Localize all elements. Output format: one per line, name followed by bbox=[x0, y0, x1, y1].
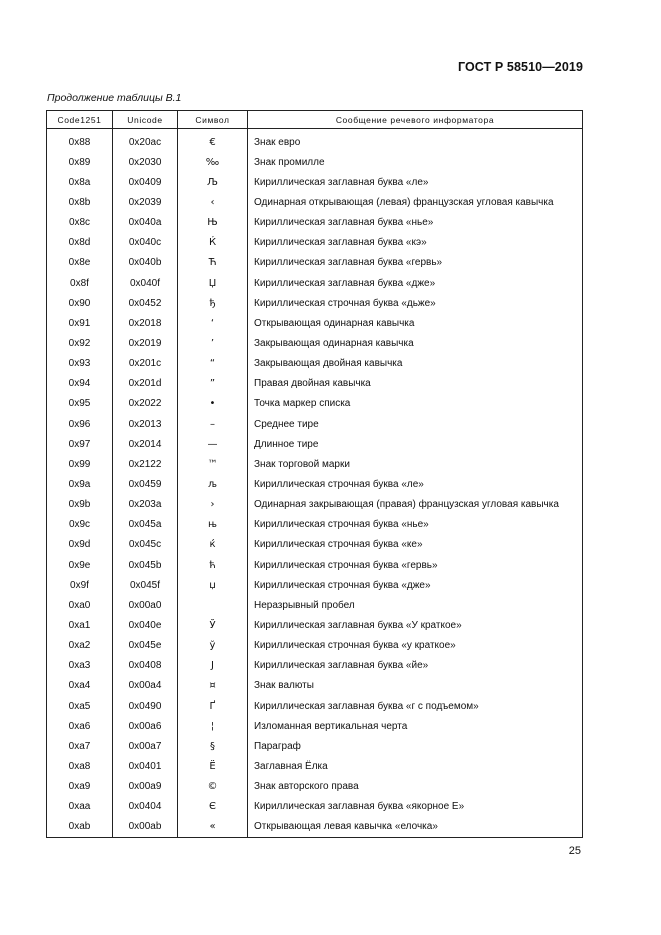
cell-message: Кириллическая заглавная буква «г с подъемом» bbox=[248, 696, 583, 716]
table-row bbox=[47, 756, 583, 776]
cell-message: Кириллическая заглавная буква «гервь» bbox=[248, 253, 583, 273]
cell-unicode: 0x040f bbox=[113, 273, 178, 293]
table-row bbox=[47, 253, 583, 273]
cell-message: Кириллическая заглавная буква «кэ» bbox=[248, 233, 583, 253]
cell-symbol: › bbox=[178, 495, 248, 515]
cell-code1251: 0x92 bbox=[47, 333, 113, 353]
cell-code1251: 0x95 bbox=[47, 394, 113, 414]
cell-code1251: 0x8e bbox=[47, 253, 113, 273]
cell-symbol: ‹ bbox=[178, 192, 248, 212]
cell-symbol: Є bbox=[178, 797, 248, 817]
cell-code1251: 0xa3 bbox=[47, 656, 113, 676]
cell-symbol: – bbox=[178, 414, 248, 434]
cell-symbol: ™ bbox=[178, 454, 248, 474]
cell-message: Кириллическая строчная буква «ле» bbox=[248, 474, 583, 494]
cell-symbol: Ё bbox=[178, 756, 248, 776]
cell-unicode: 0x040c bbox=[113, 233, 178, 253]
cell-unicode: 0x0408 bbox=[113, 656, 178, 676]
column-header-message: Сообщение речевого информатора bbox=[248, 111, 583, 129]
cell-unicode: 0x00a9 bbox=[113, 777, 178, 797]
cell-unicode: 0x0490 bbox=[113, 696, 178, 716]
cell-symbol: « bbox=[178, 817, 248, 838]
cell-unicode: 0x00ab bbox=[113, 817, 178, 838]
table-row bbox=[47, 696, 583, 716]
cell-code1251: 0xa5 bbox=[47, 696, 113, 716]
cell-message: Кириллическая заглавная буква «йе» bbox=[248, 656, 583, 676]
cell-symbol: Њ bbox=[178, 213, 248, 233]
column-header-code1251: Code1251 bbox=[47, 111, 113, 129]
cell-symbol: “ bbox=[178, 354, 248, 374]
cell-message: Знак евро bbox=[248, 132, 583, 152]
cell-unicode: 0x0401 bbox=[113, 756, 178, 776]
table-row bbox=[47, 454, 583, 474]
table-row bbox=[47, 394, 583, 414]
table-row bbox=[47, 172, 583, 192]
table-row bbox=[47, 777, 583, 797]
encoding-table-container bbox=[46, 110, 582, 838]
cell-message: Правая двойная кавычка bbox=[248, 374, 583, 394]
cell-unicode: 0x045c bbox=[113, 535, 178, 555]
cell-symbol: Ќ bbox=[178, 233, 248, 253]
cell-code1251: 0x9d bbox=[47, 535, 113, 555]
cell-unicode: 0x2019 bbox=[113, 333, 178, 353]
cell-unicode: 0x00a7 bbox=[113, 736, 178, 756]
cell-unicode: 0x0452 bbox=[113, 293, 178, 313]
cell-message: Одинарная закрывающая (правая) французская угловая кавычка bbox=[248, 495, 583, 515]
table-row bbox=[47, 273, 583, 293]
cell-message: Кириллическая заглавная буква «дже» bbox=[248, 273, 583, 293]
cell-code1251: 0xab bbox=[47, 817, 113, 838]
cell-code1251: 0x93 bbox=[47, 354, 113, 374]
cell-code1251: 0x90 bbox=[47, 293, 113, 313]
table-row bbox=[47, 555, 583, 575]
column-header-unicode: Unicode bbox=[113, 111, 178, 129]
column-header-symbol: Символ bbox=[178, 111, 248, 129]
cell-code1251: 0xa7 bbox=[47, 736, 113, 756]
cell-symbol: § bbox=[178, 736, 248, 756]
cell-message: Кириллическая строчная буква «дже» bbox=[248, 575, 583, 595]
cell-symbol: ђ bbox=[178, 293, 248, 313]
cell-symbol: Ґ bbox=[178, 696, 248, 716]
cell-symbol: € bbox=[178, 132, 248, 152]
cell-message: Кириллическая строчная буква «у краткое» bbox=[248, 636, 583, 656]
cell-message: Изломанная вертикальная черта bbox=[248, 716, 583, 736]
cell-unicode: 0x00a4 bbox=[113, 676, 178, 696]
cell-message: Открывающая одинарная кавычка bbox=[248, 313, 583, 333]
cell-code1251: 0xa2 bbox=[47, 636, 113, 656]
cell-symbol: Ћ bbox=[178, 253, 248, 273]
cell-message: Кириллическая заглавная буква «нье» bbox=[248, 213, 583, 233]
cell-code1251: 0xa6 bbox=[47, 716, 113, 736]
cell-message: Кириллическая строчная буква «дьже» bbox=[248, 293, 583, 313]
cell-unicode: 0x203a bbox=[113, 495, 178, 515]
cell-code1251: 0xaa bbox=[47, 797, 113, 817]
cell-symbol: љ bbox=[178, 474, 248, 494]
cell-unicode: 0x045b bbox=[113, 555, 178, 575]
cell-unicode: 0x045f bbox=[113, 575, 178, 595]
cell-unicode: 0x2013 bbox=[113, 414, 178, 434]
cell-code1251: 0x8a bbox=[47, 172, 113, 192]
table-row bbox=[47, 817, 583, 838]
table-row bbox=[47, 615, 583, 635]
cell-symbol bbox=[178, 595, 248, 615]
table-row bbox=[47, 313, 583, 333]
cell-message: Кириллическая строчная буква «ке» bbox=[248, 535, 583, 555]
cell-symbol: — bbox=[178, 434, 248, 454]
cell-message: Кириллическая строчная буква «нье» bbox=[248, 515, 583, 535]
cell-symbol: ў bbox=[178, 636, 248, 656]
table-row bbox=[47, 676, 583, 696]
table-row bbox=[47, 474, 583, 494]
cell-message: Неразрывный пробел bbox=[248, 595, 583, 615]
cell-symbol: ” bbox=[178, 374, 248, 394]
cell-unicode: 0x2122 bbox=[113, 454, 178, 474]
cell-unicode: 0x0459 bbox=[113, 474, 178, 494]
cell-code1251: 0x9f bbox=[47, 575, 113, 595]
table-row bbox=[47, 213, 583, 233]
table-header bbox=[47, 111, 583, 133]
cell-unicode: 0x0409 bbox=[113, 172, 178, 192]
cell-unicode: 0x040a bbox=[113, 213, 178, 233]
cell-symbol: ћ bbox=[178, 555, 248, 575]
cell-unicode: 0x20ac bbox=[113, 132, 178, 152]
cell-symbol: Ў bbox=[178, 615, 248, 635]
cell-unicode: 0x00a6 bbox=[113, 716, 178, 736]
cell-message: Среднее тире bbox=[248, 414, 583, 434]
page-number: 25 bbox=[568, 845, 581, 857]
table-row bbox=[47, 293, 583, 313]
table-row bbox=[47, 515, 583, 535]
table-row bbox=[47, 374, 583, 394]
cell-code1251: 0x9b bbox=[47, 495, 113, 515]
cell-message: Знак промилле bbox=[248, 152, 583, 172]
cell-symbol: Љ bbox=[178, 172, 248, 192]
cell-message: Закрывающая одинарная кавычка bbox=[248, 333, 583, 353]
cell-message: Кириллическая заглавная буква «ле» bbox=[248, 172, 583, 192]
cell-message: Знак торговой марки bbox=[248, 454, 583, 474]
cell-code1251: 0x88 bbox=[47, 132, 113, 152]
table-row bbox=[47, 797, 583, 817]
cell-code1251: 0xa4 bbox=[47, 676, 113, 696]
cell-unicode: 0x0404 bbox=[113, 797, 178, 817]
cell-code1251: 0x97 bbox=[47, 434, 113, 454]
table-row bbox=[47, 636, 583, 656]
cell-unicode: 0x201d bbox=[113, 374, 178, 394]
cell-symbol: ¦ bbox=[178, 716, 248, 736]
cell-unicode: 0x2022 bbox=[113, 394, 178, 414]
cell-message: Кириллическая строчная буква «гервь» bbox=[248, 555, 583, 575]
cell-code1251: 0x89 bbox=[47, 152, 113, 172]
cell-code1251: 0x99 bbox=[47, 454, 113, 474]
table-row bbox=[47, 434, 583, 454]
cell-unicode: 0x040e bbox=[113, 615, 178, 635]
table-row bbox=[47, 716, 583, 736]
cell-unicode: 0x00a0 bbox=[113, 595, 178, 615]
cell-unicode: 0x2039 bbox=[113, 192, 178, 212]
cell-symbol: ‘ bbox=[178, 313, 248, 333]
cell-unicode: 0x045e bbox=[113, 636, 178, 656]
cell-message: Длинное тире bbox=[248, 434, 583, 454]
cell-message: Кириллическая заглавная буква «У краткое» bbox=[248, 615, 583, 635]
cell-code1251: 0x8b bbox=[47, 192, 113, 212]
cell-message: Точка маркер списка bbox=[248, 394, 583, 414]
table-caption: Продолжение таблицы В.1 bbox=[47, 92, 182, 104]
cell-code1251: 0x8f bbox=[47, 273, 113, 293]
table-row bbox=[47, 414, 583, 434]
cell-symbol: • bbox=[178, 394, 248, 414]
cell-code1251: 0xa1 bbox=[47, 615, 113, 635]
table-row bbox=[47, 656, 583, 676]
cell-message: Закрывающая двойная кавычка bbox=[248, 354, 583, 374]
cell-unicode: 0x2018 bbox=[113, 313, 178, 333]
table-row bbox=[47, 595, 583, 615]
cell-symbol: Џ bbox=[178, 273, 248, 293]
cell-code1251: 0x96 bbox=[47, 414, 113, 434]
encoding-table bbox=[46, 110, 583, 838]
cell-message: Знак авторского права bbox=[248, 777, 583, 797]
cell-unicode: 0x2030 bbox=[113, 152, 178, 172]
cell-message: Знак валюты bbox=[248, 676, 583, 696]
table-row bbox=[47, 192, 583, 212]
cell-symbol: © bbox=[178, 777, 248, 797]
table-row bbox=[47, 575, 583, 595]
table-row bbox=[47, 152, 583, 172]
table-row bbox=[47, 233, 583, 253]
cell-symbol: Ј bbox=[178, 656, 248, 676]
cell-code1251: 0x8d bbox=[47, 233, 113, 253]
cell-code1251: 0x91 bbox=[47, 313, 113, 333]
document-code: ГОСТ Р 58510—2019 bbox=[457, 60, 583, 74]
cell-symbol: ќ bbox=[178, 535, 248, 555]
cell-symbol: ¤ bbox=[178, 676, 248, 696]
table-row bbox=[47, 333, 583, 353]
cell-message: Открывающая левая кавычка «елочка» bbox=[248, 817, 583, 838]
cell-code1251: 0x8c bbox=[47, 213, 113, 233]
table-row bbox=[47, 736, 583, 756]
cell-unicode: 0x045a bbox=[113, 515, 178, 535]
table-row bbox=[47, 354, 583, 374]
cell-message: Параграф bbox=[248, 736, 583, 756]
cell-code1251: 0x9c bbox=[47, 515, 113, 535]
cell-symbol: њ bbox=[178, 515, 248, 535]
cell-unicode: 0x040b bbox=[113, 253, 178, 273]
cell-code1251: 0xa0 bbox=[47, 595, 113, 615]
cell-message: Заглавная Ёлка bbox=[248, 756, 583, 776]
cell-symbol: џ bbox=[178, 575, 248, 595]
cell-code1251: 0xa9 bbox=[47, 777, 113, 797]
cell-unicode: 0x201c bbox=[113, 354, 178, 374]
table-row bbox=[47, 495, 583, 515]
cell-symbol: ‰ bbox=[178, 152, 248, 172]
table-body bbox=[47, 132, 583, 837]
cell-code1251: 0x9a bbox=[47, 474, 113, 494]
table-row bbox=[47, 132, 583, 152]
cell-message: Одинарная открывающая (левая) французская угловая кавычка bbox=[248, 192, 583, 212]
cell-symbol: ’ bbox=[178, 333, 248, 353]
cell-unicode: 0x2014 bbox=[113, 434, 178, 454]
cell-code1251: 0x9e bbox=[47, 555, 113, 575]
cell-code1251: 0x94 bbox=[47, 374, 113, 394]
cell-message: Кириллическая заглавная буква «якорное Е» bbox=[248, 797, 583, 817]
cell-code1251: 0xa8 bbox=[47, 756, 113, 776]
table-row bbox=[47, 535, 583, 555]
